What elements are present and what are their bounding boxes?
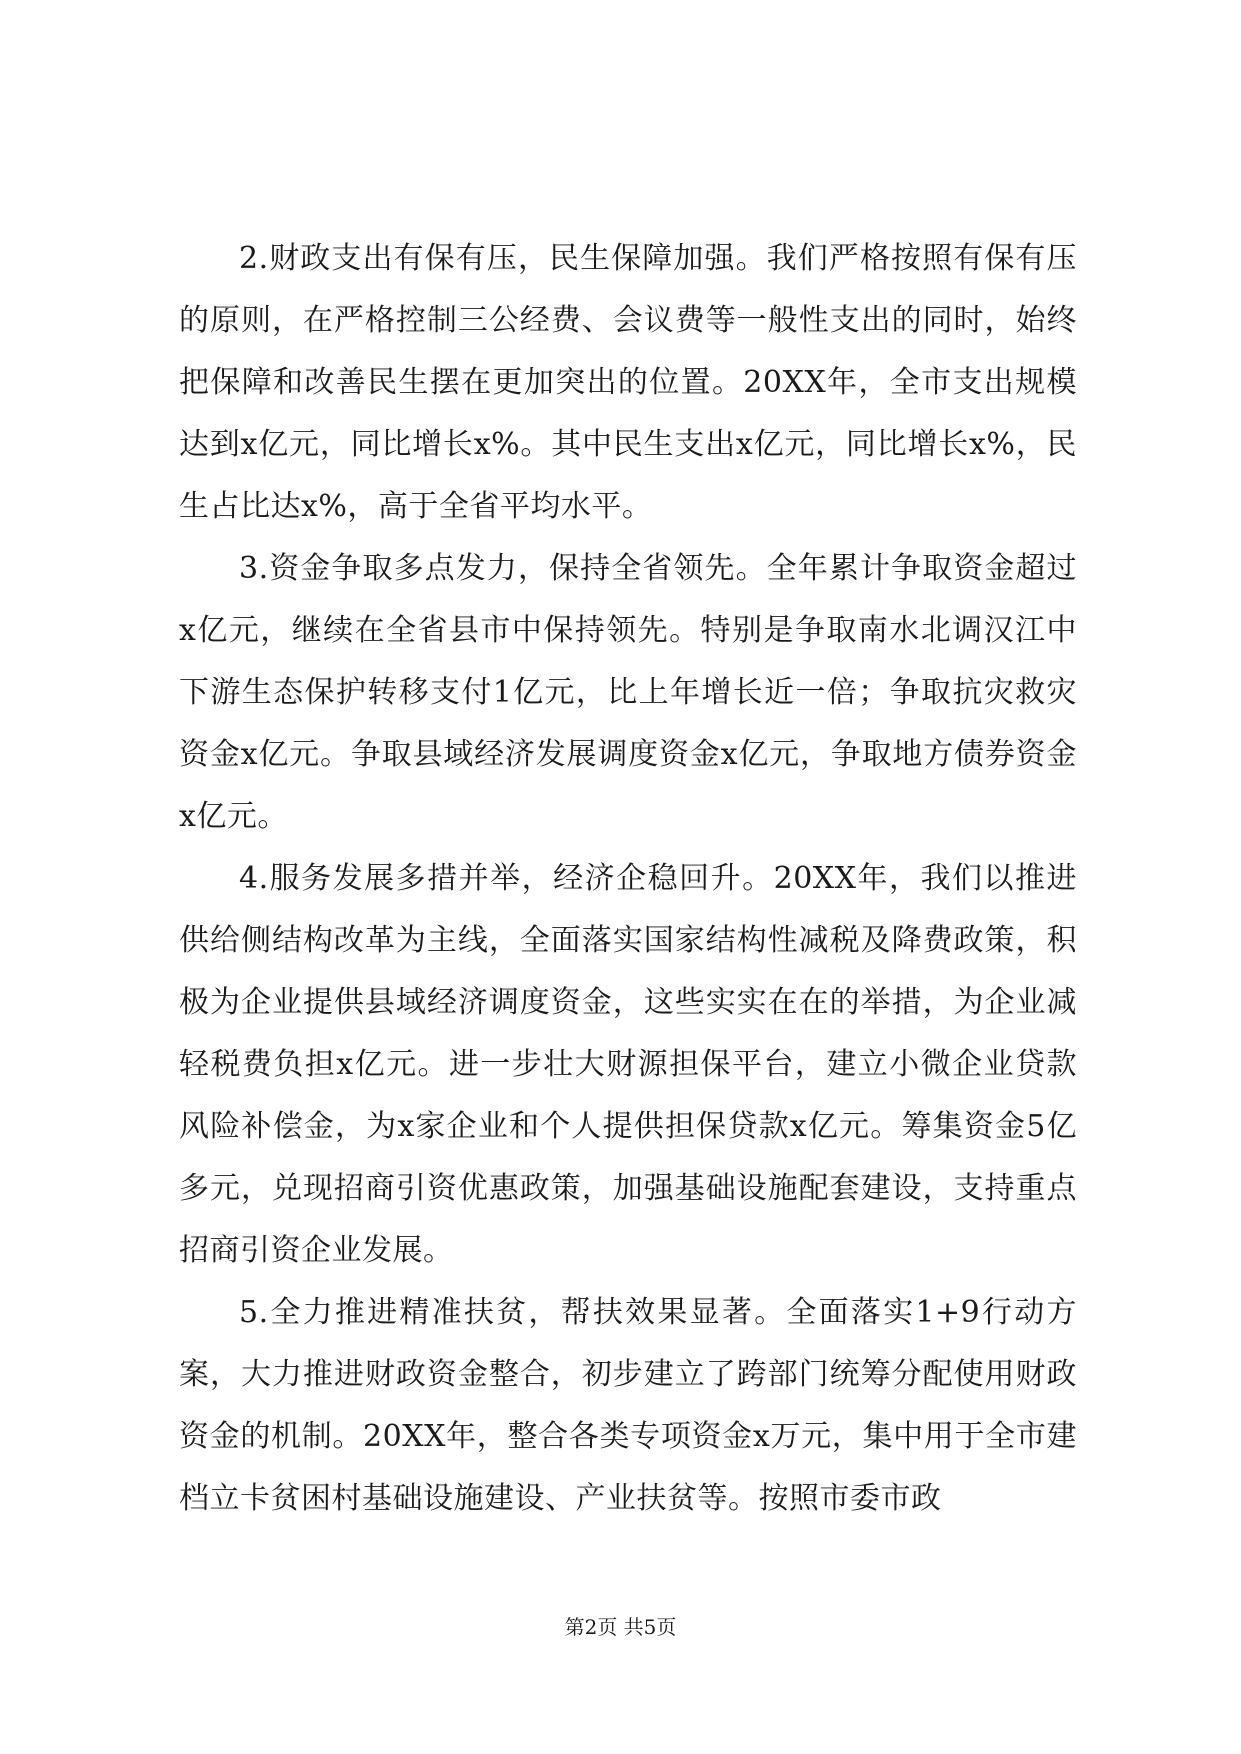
- page-footer: 第2页 共5页: [564, 1615, 677, 1639]
- paragraph-fund-raising: 3.资金争取多点发力，保持全省领先。全年累计争取资金超过x亿元，继续在全省县市中保持领先。特别是争取南水北调汉江中下游生态保护转移支付1亿元，比上年增长近一倍；争取抗灾救灾资金x亿元。争取县域经济发展调度资金x亿元，争取地方债券资金x亿元。: [179, 551, 1077, 834]
- paragraph-poverty-alleviation: 5.全力推进精准扶贫，帮扶效果显著。全面落实1+9行动方案，大力推进财政资金整合，初步建立了跨部门统筹分配使用财政资金的机制。20XX年，整合各类专项资金x万元，集中用于全市建档立卡贫困村基础设施建设、产业扶贫等。按照市委市政: [179, 1295, 1077, 1516]
- paragraph-fiscal-expenditure: 2.财政支出有保有压，民生保障加强。我们严格按照有保有压的原则，在严格控制三公经费、会议费等一般性支出的同时，始终把保障和改善民生摆在更加突出的位置。20XX年，全市支出规模达到x亿元，同比增长x%。其中民生支出x亿元，同比增长x%，民生占比达x%，高于全省平均水平。: [179, 241, 1077, 524]
- paragraph-economic-service: 4.服务发展多措并举，经济企稳回升。20XX年，我们以推进供给侧结构改革为主线，全面落实国家结构性减税及降费政策，积极为企业提供县域经济调度资金，这些实实在在的举措，为企业减轻税费负担x亿元。进一步壮大财源担保平台，建立小微企业贷款风险补偿金，为x家企业和个人提供担保贷款x亿元。筹集资金5亿多元，兑现招商引资优惠政策，加强基础设施配套建设，支持重点招商引资企业发展。: [179, 861, 1077, 1268]
- document-body: [179, 228, 1077, 1530]
